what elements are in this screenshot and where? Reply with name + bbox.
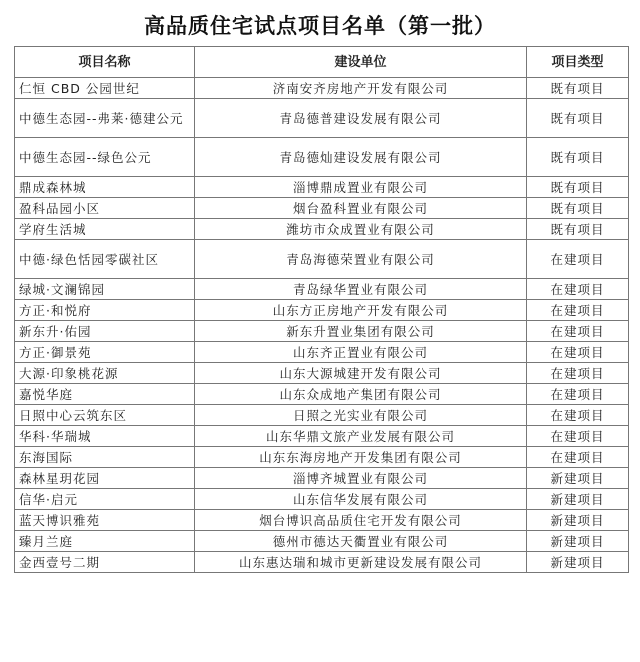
cell-construction-unit: 潍坊市众成置业有限公司: [195, 219, 527, 240]
cell-construction-unit: 山东大源城建开发有限公司: [195, 363, 527, 384]
cell-project-name: 盈科品园小区: [15, 198, 195, 219]
cell-project-type: 在建项目: [527, 363, 629, 384]
table-row: [15, 447, 629, 468]
table-row: [15, 78, 629, 99]
cell-project-name: 臻月兰庭: [15, 531, 195, 552]
cell-construction-unit: 山东众成地产集团有限公司: [195, 384, 527, 405]
cell-project-name: 蓝天博识雅苑: [15, 510, 195, 531]
cell-project-type: 既有项目: [527, 99, 629, 138]
table-row: [15, 510, 629, 531]
cell-project-type: 在建项目: [527, 240, 629, 279]
table-row: [15, 342, 629, 363]
cell-project-type: 既有项目: [527, 198, 629, 219]
table-row: [15, 384, 629, 405]
header-construction-unit: 建设单位: [195, 47, 527, 78]
header-project-type: 项目类型: [527, 47, 629, 78]
cell-construction-unit: 烟台博识高品质住宅开发有限公司: [195, 510, 527, 531]
cell-project-name: 中德生态园--绿色公元: [15, 138, 195, 177]
table-row: [15, 489, 629, 510]
cell-project-name: 新东升·佑园: [15, 321, 195, 342]
cell-project-name: 学府生活城: [15, 219, 195, 240]
table-row: [15, 468, 629, 489]
cell-construction-unit: 烟台盈科置业有限公司: [195, 198, 527, 219]
cell-project-name: 方正·和悦府: [15, 300, 195, 321]
cell-project-type: 新建项目: [527, 489, 629, 510]
cell-construction-unit: 山东信华发展有限公司: [195, 489, 527, 510]
cell-project-name: 中德·绿色恬园零碳社区: [15, 240, 195, 279]
table-header-row: [15, 47, 629, 78]
cell-project-name: 仁恒 CBD 公园世纪: [15, 78, 195, 99]
table-row: [15, 279, 629, 300]
table-row: [15, 177, 629, 198]
cell-construction-unit: 青岛绿华置业有限公司: [195, 279, 527, 300]
cell-project-type: 在建项目: [527, 321, 629, 342]
cell-project-type: 既有项目: [527, 78, 629, 99]
cell-project-type: 新建项目: [527, 468, 629, 489]
cell-construction-unit: 山东华鼎文旅产业发展有限公司: [195, 426, 527, 447]
cell-construction-unit: 青岛德灿建设发展有限公司: [195, 138, 527, 177]
cell-project-name: 绿城·文澜锦园: [15, 279, 195, 300]
table-row: [15, 198, 629, 219]
cell-project-type: 在建项目: [527, 300, 629, 321]
page-title: 高品质住宅试点项目名单（第一批）: [144, 14, 496, 38]
cell-project-type: 在建项目: [527, 447, 629, 468]
cell-construction-unit: 德州市德达天衢置业有限公司: [195, 531, 527, 552]
table-row: [15, 405, 629, 426]
cell-project-name: 日照中心云筑东区: [15, 405, 195, 426]
cell-project-type: 既有项目: [527, 138, 629, 177]
cell-project-name: 东海国际: [15, 447, 195, 468]
table-row: [15, 321, 629, 342]
cell-construction-unit: 山东齐正置业有限公司: [195, 342, 527, 363]
cell-project-type: 在建项目: [527, 279, 629, 300]
cell-project-type: 在建项目: [527, 384, 629, 405]
cell-construction-unit: 山东东海房地产开发集团有限公司: [195, 447, 527, 468]
cell-construction-unit: 日照之光实业有限公司: [195, 405, 527, 426]
cell-project-name: 华科·华瑞城: [15, 426, 195, 447]
cell-construction-unit: 济南安齐房地产开发有限公司: [195, 78, 527, 99]
cell-construction-unit: 淄博鼎成置业有限公司: [195, 177, 527, 198]
table-row: [15, 363, 629, 384]
table-row: [15, 552, 629, 573]
cell-project-type: 新建项目: [527, 531, 629, 552]
cell-construction-unit: 新东升置业集团有限公司: [195, 321, 527, 342]
cell-project-type: 在建项目: [527, 405, 629, 426]
cell-construction-unit: 山东惠达瑞和城市更新建设发展有限公司: [195, 552, 527, 573]
cell-project-name: 森林星玥花园: [15, 468, 195, 489]
table-row: [15, 426, 629, 447]
table-row: [15, 300, 629, 321]
cell-project-name: 金西壹号二期: [15, 552, 195, 573]
table-row: [15, 99, 629, 138]
table-row: [15, 531, 629, 552]
cell-project-type: 新建项目: [527, 510, 629, 531]
cell-construction-unit: 青岛德普建设发展有限公司: [195, 99, 527, 138]
cell-construction-unit: 青岛海德荣置业有限公司: [195, 240, 527, 279]
cell-project-type: 既有项目: [527, 219, 629, 240]
cell-project-name: 大源·印象桃花源: [15, 363, 195, 384]
cell-project-type: 在建项目: [527, 426, 629, 447]
table-row: [15, 138, 629, 177]
table-row: [15, 240, 629, 279]
cell-project-name: 中德生态园--弗莱·德建公元: [15, 99, 195, 138]
header-project-name: 项目名称: [15, 47, 195, 78]
cell-construction-unit: 山东方正房地产开发有限公司: [195, 300, 527, 321]
cell-project-type: 既有项目: [527, 177, 629, 198]
cell-project-type: 新建项目: [527, 552, 629, 573]
cell-project-name: 鼎成森林城: [15, 177, 195, 198]
cell-project-name: 嘉悦华庭: [15, 384, 195, 405]
cell-project-name: 方正·御景苑: [15, 342, 195, 363]
cell-project-name: 信华·启元: [15, 489, 195, 510]
cell-construction-unit: 淄博齐城置业有限公司: [195, 468, 527, 489]
table-row: [15, 219, 629, 240]
cell-project-type: 在建项目: [527, 342, 629, 363]
project-table: [14, 46, 629, 573]
